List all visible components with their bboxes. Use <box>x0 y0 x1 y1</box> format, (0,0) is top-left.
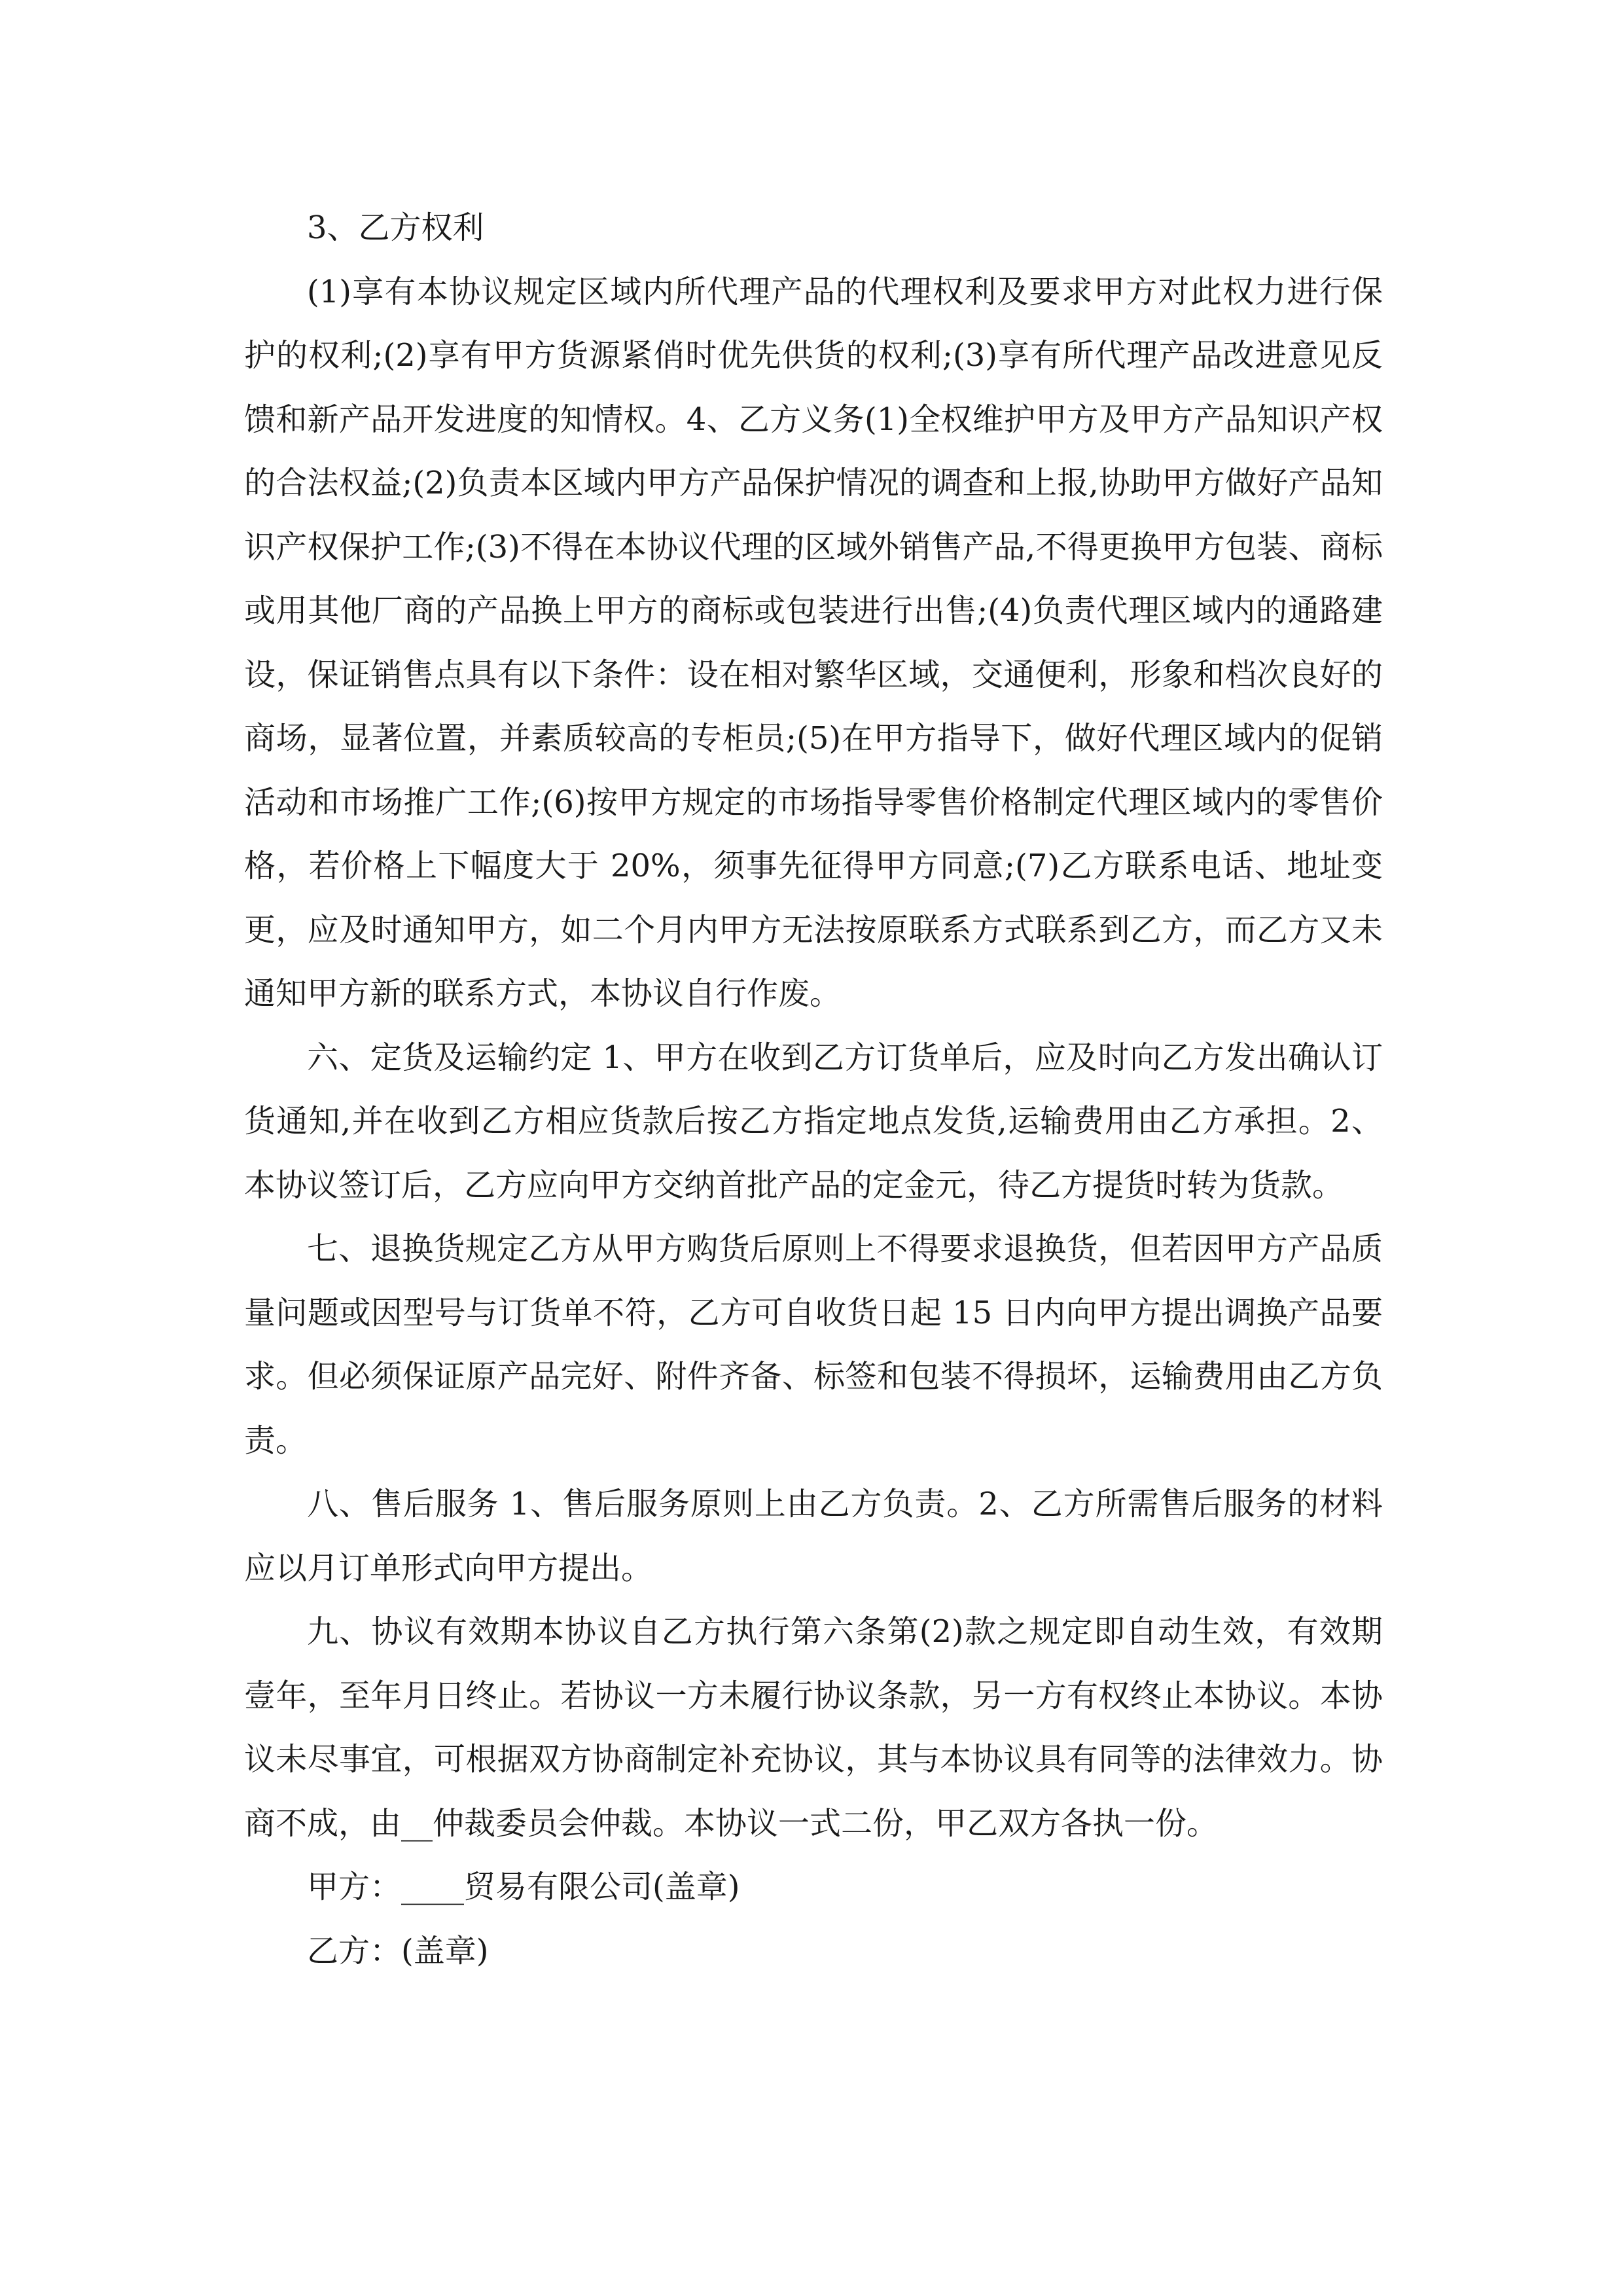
validity-period-paragraph: 九、协议有效期本协议自乙方执行第六条第(2)款之规定即自动生效，有效期壹年，至年月日终止。若协议一方未履行协议条款，另一方有权终止本协议。本协议未尽事宜，可根据双方协商制定补充协议，其与本协议具有同等的法律效力。协商不成，由__仲裁委员会仲裁。本协议一式二份，甲乙双方各执一份。 <box>244 1613 1383 1842</box>
after-sales-paragraph: 八、售后服务 1、售后服务原则上由乙方负责。2、乙方所需售后服务的材料应以月订单形式向甲方提出。 <box>244 1486 1383 1587</box>
rights-obligations-paragraph: (1)享有本协议规定区域内所代理产品的代理权利及要求甲方对此权力进行保护的权利;(2)享有甲方货源紧俏时优先供货的权利;(3)享有所代理产品改进意见反馈和新产品开发进度的知情权。4、乙方义务(1)全权维护甲方及甲方产品知识产权的合法权益;(2)负责本区域内甲方产品保护情况的调查和上报,协助甲方做好产品知识产权保护工作;(3)不得在本协议代理的区域外销售产品,不得更换甲方包装、商标或用其他厂商的产品换上甲方的商标或包装进行出售;(4)负责代理区域内的通路建设，保证销售点具有以下条件：设在相对繁华区域，交通便利，形象和档次良好的商场，显著位置，并素质较高的专柜员;(5)在甲方指导下，做好代理区域内的促销活动和市场推广工作;(6)按甲方规定的市场指导零售价格制定代理区域内的零售价格，若价格上下幅度大于 20%，须事先征得甲方同意;(7)乙方联系电话、地址变更，应及时通知甲方，如二个月内甲方无法按原联系方式联系到乙方，而乙方又未通知甲方新的联系方式，本协议自行作废。 <box>244 273 1383 1012</box>
returns-exchange-paragraph: 七、退换货规定乙方从甲方购货后原则上不得要求退换货，但若因甲方产品质量问题或因型号与订货单不符，乙方可自收货日起 15 日内向甲方提出调换产品要求。但必须保证原产品完好、附件齐备、标签和包装不得损坏，运输费用由乙方负责。 <box>244 1230 1383 1459</box>
party-a-signature: 甲方：____贸易有限公司(盖章) <box>307 1869 740 1905</box>
document-page <box>244 196 1383 1983</box>
ordering-shipping-paragraph: 六、定货及运输约定 1、甲方在收到乙方订货单后，应及时向乙方发出确认订货通知,并在收到乙方相应货款后按乙方指定地点发货,运输费用由乙方承担。2、本协议签订后，乙方应向甲方交纳首批产品的定金元，待乙方提货时转为货款。 <box>244 1039 1383 1204</box>
section-3-heading: 3、乙方权利 <box>307 209 484 246</box>
party-b-signature: 乙方：(盖章) <box>307 1932 489 1969</box>
